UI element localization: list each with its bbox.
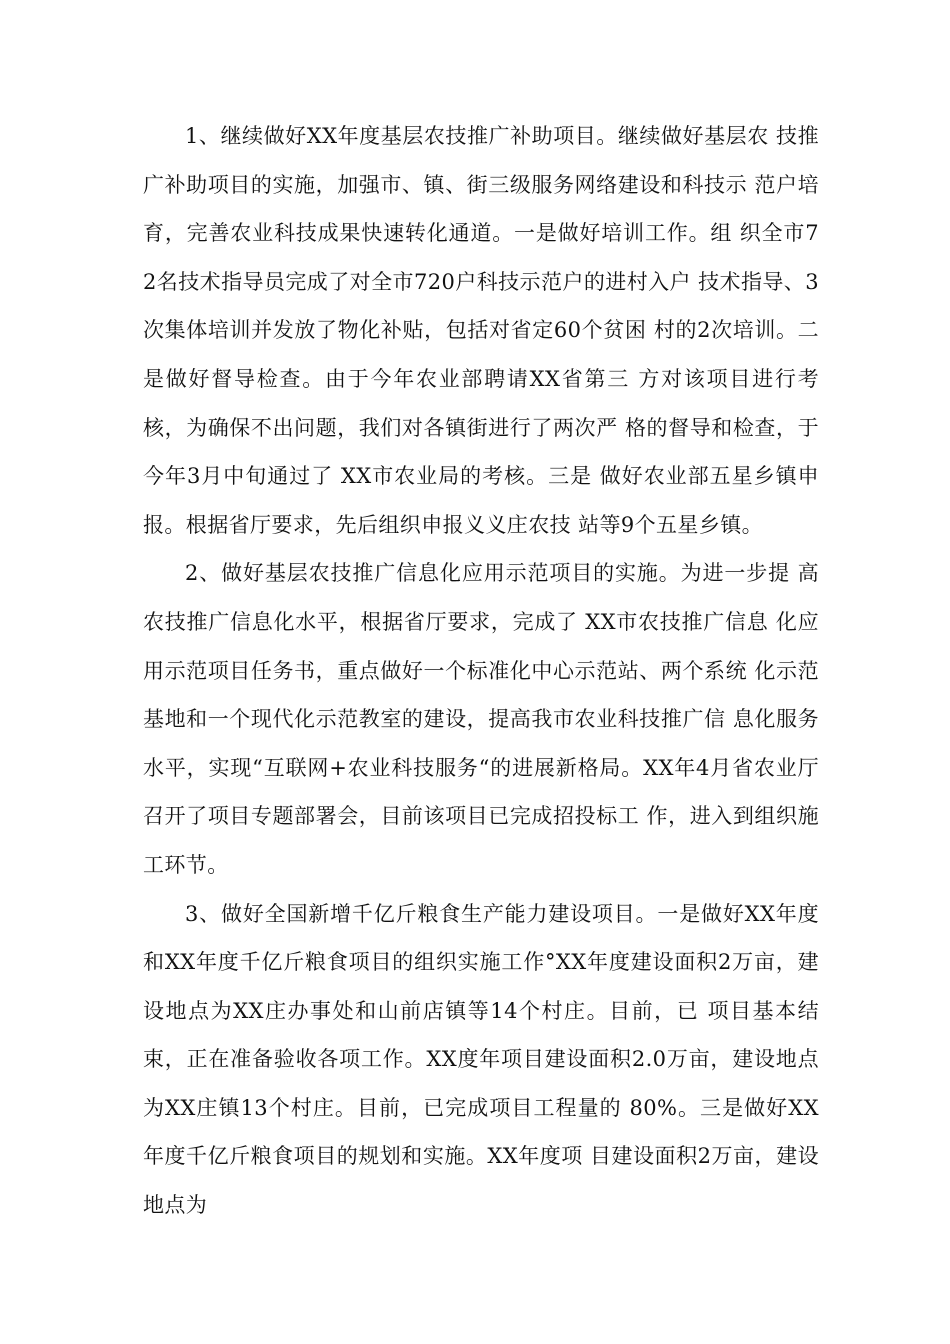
paragraph-2: 2、做好基层农技推广信息化应用示范项目的实施。为进一步提 高农技推广信息化水平，根据省厅要求，完成了 XX市农技推广信息 化应用示范项目任务书，重点做好一个标准化中心示范站、两个系统 化示范基地和一个现代化示范教室的建设，提高我市农业科技推广信 息化服务水平，实现“互联网+农业科技服务“的进展新格局。XX年4月省农业厅召开了项目专题部署会，目前该项目已完成招投标工 作，进入到组织施工环节。 bbox=[143, 561, 819, 877]
paragraph-3: 3、做好全国新增千亿斤粮食生产能力建设项目。一是做好XX年度和XX年度千亿斤粮食项目的组织实施工作°XX年度建设面积2万亩，建设地点为XX庄办事处和山前店镇等14个村庄。目前，已 项目基本结束，正在准备验收各项工作。XX度年项目建设面积2.0万亩，建设地点为XX庄镇13个村庄。目前，已完成项目工程量的 80%。三是做好XX年度千亿斤粮食项目的规划和实施。XX年度项 目建设面积2万亩，建设地点为 bbox=[143, 901, 819, 1218]
paragraph-1: 1、继续做好XX年度基层农技推广补助项目。继续做好基层农 技推广补助项目的实施，加强市、镇、街三级服务网络建设和科技示 范户培育，完善农业科技成果快速转化通道。一是做好培训工作。组 织全市72名技术指导员完成了对全市720户科技示范户的进村入户 技术指导、3次集体培训并发放了物化补贴，包括对省定60个贫困 村的2次培训。二是做好督导检查。由于今年农业部聘请XX省第三 方对该项目进行考核，为确保不出问题，我们对各镇街进行了两次严 格的督导和检查，于今年3月中旬通过了 XX市农业局的考核。三是 做好农业部五星乡镇申报。根据省厅要求，先后组织申报义义庄农技 站等9个五星乡镇。 bbox=[143, 124, 819, 537]
document-body bbox=[143, 112, 819, 1230]
